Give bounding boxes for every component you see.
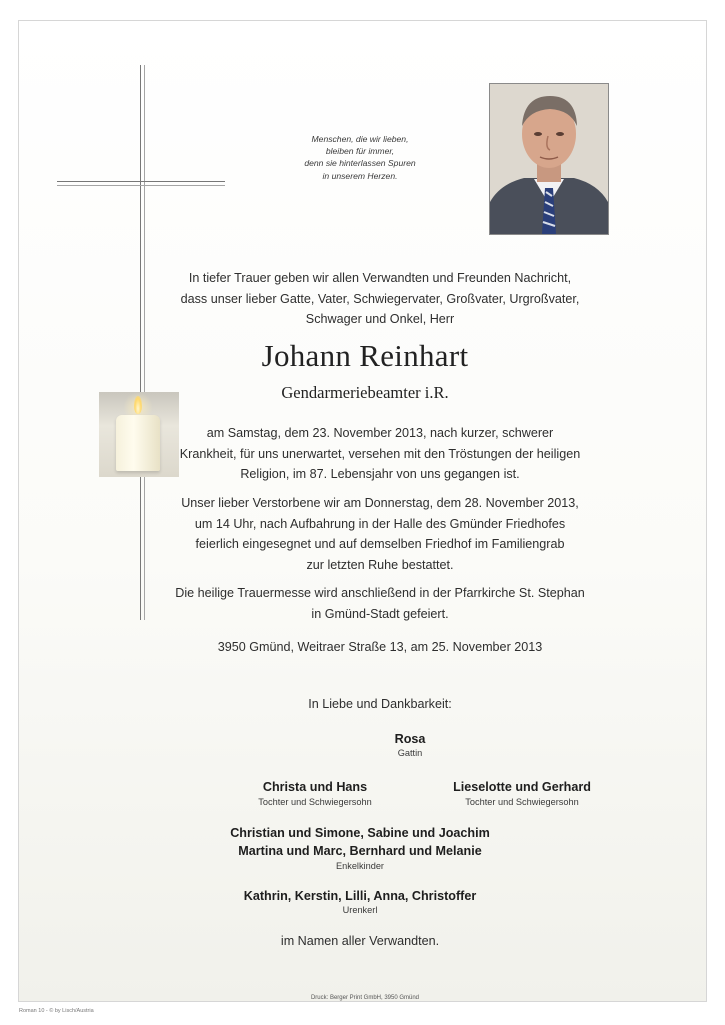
deceased-title: Gendarmeriebeamter i.R. (281, 383, 449, 402)
address-line: 3950 Gmünd, Weitraer Straße 13, am 25. November 2013 (217, 640, 543, 654)
death-line: Krankheit, für uns unerwartet, versehen mit den Tröstungen der heiligen (179, 446, 581, 461)
funeral-line: Unser lieber Verstorbene wir am Donnerstag, dem 28. November 2013, (181, 496, 579, 510)
closing-text: im Namen aller Verwandten. (280, 934, 440, 948)
mourner-left-role: Tochter und Schwiegersohn (258, 797, 372, 807)
verse-line: Menschen, die wir lieben, (311, 134, 409, 144)
grandchildren-role: Enkelkinder (335, 861, 384, 871)
deceased-name: Johann Reinhart (261, 338, 469, 373)
grandchildren-line-2: Martina und Marc, Bernhard und Melanie (238, 844, 482, 858)
verse-line: denn sie hinterlassen Spuren (304, 158, 416, 169)
candle-image (99, 392, 179, 477)
mourner-right-role: Tochter und Schwiegersohn (465, 797, 579, 807)
death-line: Religion, im 87. Lebensjahr von uns gegangen ist. (240, 467, 520, 482)
announcement-line: Schwager und Onkel, Herr (305, 312, 455, 327)
candle-body (116, 415, 160, 471)
mourner-right-name: Lieselotte und Gerhard (453, 780, 591, 794)
verse-line: in unserem Herzen. (322, 170, 398, 181)
verse-line: bleiben für immer, (325, 146, 395, 157)
funeral-line: um 14 Uhr, nach Aufbahrung in der Halle des Gmünder Friedhofes (194, 516, 566, 531)
mourner-widow-name: Rosa (394, 732, 426, 746)
mourner-left-name: Christa und Hans (262, 780, 368, 794)
mass-line: Die heilige Trauermesse wird anschließend in der Pfarrkirche St. Stephan (175, 586, 585, 600)
death-line: am Samstag, dem 23. November 2013, nach kurzer, schwerer (206, 426, 554, 440)
mourner-widow-role: Gattin (397, 748, 423, 758)
announcement-line: dass unser lieber Gatte, Vater, Schwiegervater, Großvater, Urgroßvater, (180, 291, 580, 306)
template-credit: Roman 10 - © by Lisch/Austria (19, 1008, 94, 1014)
cross-vertical-line-inner (144, 65, 145, 620)
closing-line (230, 931, 490, 952)
memorial-verse (280, 133, 440, 182)
portrait-photo (489, 83, 609, 235)
gratitude-text: In Liebe und Dankbarkeit: (308, 697, 452, 711)
gratitude-line (170, 694, 590, 715)
great-grandchildren-role: Urenkerl (342, 905, 378, 915)
address-date (170, 637, 590, 658)
mass-details (170, 583, 590, 624)
great-grandchildren-names: Kathrin, Kerstin, Lilli, Anna, Christoffer (243, 889, 477, 903)
death-notice (170, 423, 590, 485)
cross-horizontal-line (57, 181, 225, 182)
candle-flame (134, 396, 142, 414)
funeral-line: zur letzten Ruhe bestattet. (306, 557, 454, 572)
grandchildren-line-1: Christian und Simone, Sabine und Joachim (230, 826, 490, 840)
funeral-line: feierlich eingesegnet und auf demselben Friedhof im Familiengrab (195, 537, 565, 552)
printer-credit: Druck: Berger Print GmbH, 3950 Gmünd (310, 995, 420, 1001)
funeral-details (170, 493, 590, 575)
cross-vertical-line (140, 65, 141, 620)
announcement-text (170, 268, 590, 330)
mass-line: in Gmünd-Stadt gefeiert. (311, 606, 449, 621)
portrait-illustration (490, 84, 608, 234)
announcement-line: In tiefer Trauer geben wir allen Verwandten und Freunden Nachricht, (188, 271, 572, 285)
cross-horizontal-line-inner (57, 185, 225, 186)
